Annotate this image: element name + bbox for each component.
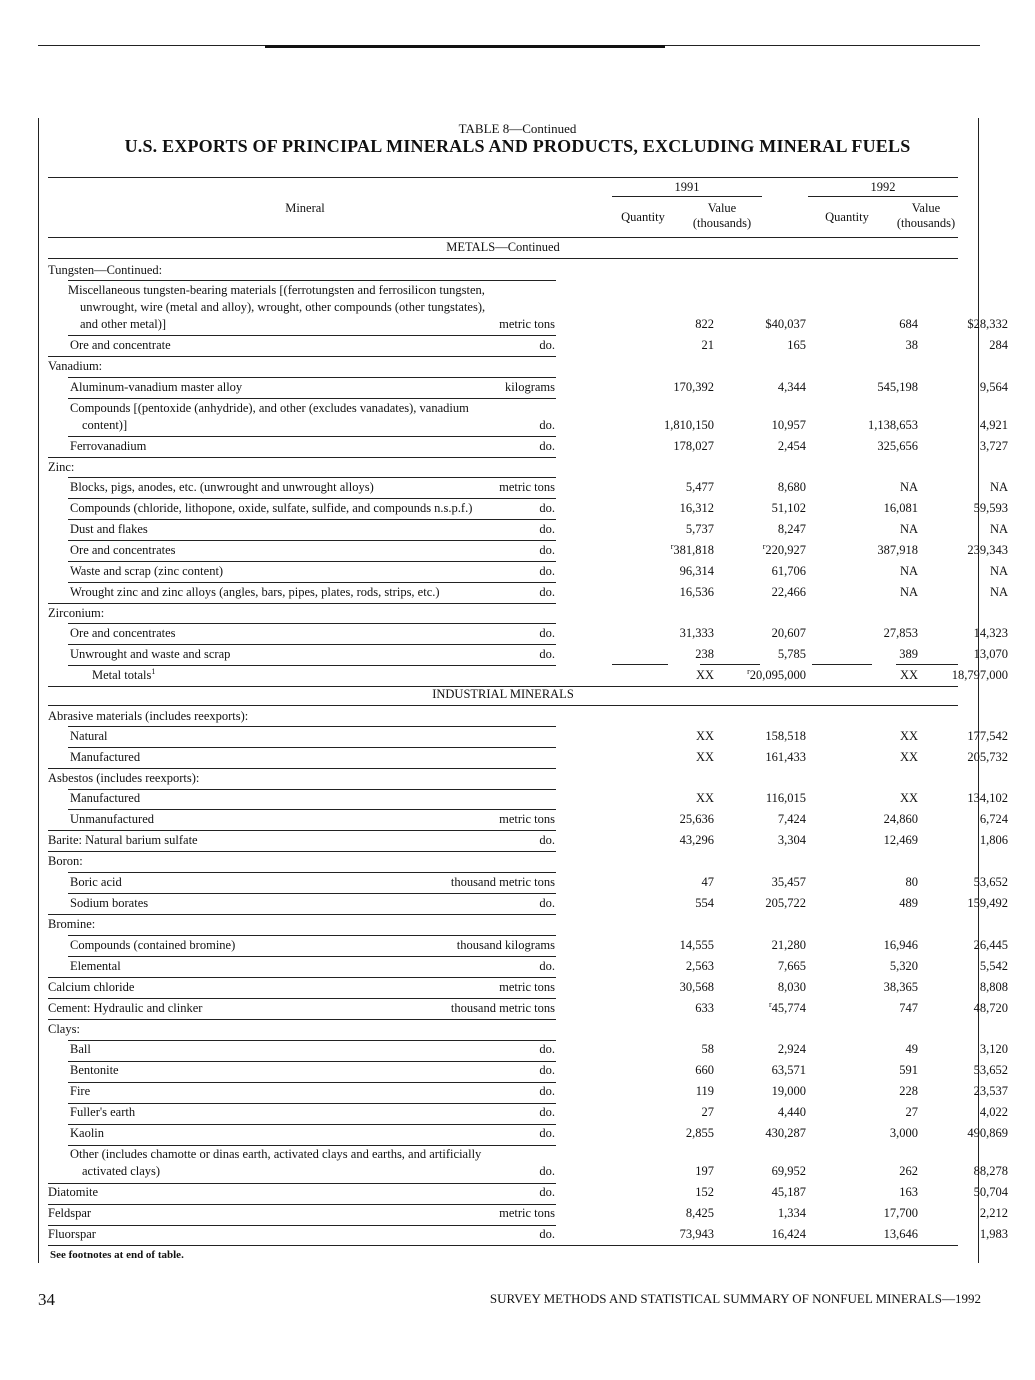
row-rule	[68, 436, 556, 437]
value-header-1991: Value (thousands)	[692, 201, 752, 230]
table-row: Ball do. 58 2,924 49 3,120	[70, 1042, 1008, 1056]
row-rule	[48, 356, 556, 357]
row-rule	[68, 498, 556, 499]
group-rule	[68, 377, 556, 378]
value-header-1992: Value (thousands)	[896, 201, 956, 230]
table-row: Blocks, pigs, anodes, etc. (unwrought and unwrought alloys) metric tons 5,477 8,680 NA NA	[70, 480, 1008, 494]
total-rule	[812, 664, 872, 665]
row-rule	[68, 582, 556, 583]
section-industrial: INDUSTRIAL MINERALS	[432, 687, 574, 701]
group-rule	[68, 280, 556, 281]
year-1991: 1991	[674, 180, 700, 194]
row-rule	[68, 893, 556, 894]
row-rule	[68, 956, 556, 957]
row-rule	[68, 561, 556, 562]
table-row: Waste and scrap (zinc content) do. 96,314 61,706 NA NA	[70, 564, 1008, 578]
table-row: Bentonite do. 660 63,571 591 53,652	[70, 1063, 1008, 1077]
table-row: Wrought zinc and zinc alloys (angles, bars, pipes, plates, rods, strips, etc.) do. 16,536 22,466 NA NA	[70, 585, 1008, 599]
section-rule	[48, 258, 958, 259]
group-heading: Zinc:	[48, 460, 75, 474]
table-row: Fluorspar do. 73,943 16,424 13,646 1,983	[48, 1227, 1008, 1241]
row-rule	[68, 809, 556, 810]
table-row: Kaolin do. 2,855 430,287 3,000 490,869	[70, 1126, 1008, 1140]
group-heading: Tungsten—Continued:	[48, 263, 163, 277]
table-title: U.S. EXPORTS OF PRINCIPAL MINERALS AND PRODUCTS, EXCLUDING MINERAL FUELS	[124, 136, 911, 156]
table-row: Compounds (chloride, lithopone, oxide, sulfate, sulfide, and compounds n.s.p.f.) do. 16,312 51,102 16,081 59,593	[70, 501, 1008, 515]
total-rule	[612, 664, 668, 665]
table-row: Aluminum-vanadium master alloy kilograms 170,392 4,344 545,198 9,564	[70, 380, 1008, 394]
table-row: Ore and concentrates do. 31,333 20,607 27,853 14,323	[70, 626, 1008, 640]
section-rule	[48, 705, 958, 706]
quantity-header-1991: Quantity	[621, 210, 665, 224]
table-row: Cement: Hydraulic and clinker thousand metric tons 633 $^r$45,774 747 48,720	[48, 999, 1008, 1015]
table-row: Diatomite do. 152 45,187 163 50,704	[48, 1185, 1008, 1199]
quantity-header-1992: Quantity	[825, 210, 869, 224]
table-bottom-rule	[48, 1245, 958, 1246]
row-rule	[48, 1019, 556, 1020]
header-top-rule	[48, 177, 958, 178]
row-rule	[68, 540, 556, 541]
group-rule	[68, 726, 556, 727]
row-rule	[48, 830, 556, 831]
table-row: Unwrought and waste and scrap do. 238 5,785 389 13,070	[70, 647, 1008, 661]
table-row: Other (includes chamotte or dinas earth, activated clays and earths, and artificially activated clays) do. 197 69,952 262 88,278	[70, 1147, 1008, 1178]
table-row: Manufactured XX 161,433 XX 205,732	[70, 750, 1008, 764]
group-rule	[68, 872, 556, 873]
row-rule	[68, 747, 556, 748]
group-rule	[68, 477, 556, 478]
running-head: SURVEY METHODS AND STATISTICAL SUMMARY OF NONFUEL MINERALS—1992	[489, 1291, 981, 1306]
row-rule	[68, 519, 556, 520]
table-number: TABLE 8—Continued	[458, 121, 577, 136]
row-rule	[48, 914, 556, 915]
group-heading: Zirconium:	[48, 606, 105, 620]
mineral-header: Mineral	[285, 201, 325, 215]
row-rule	[68, 398, 556, 399]
table-row: Dust and flakes do. 5,737 8,247 NA NA	[70, 522, 1008, 536]
left-border	[38, 118, 39, 1263]
table-row: Miscellaneous tungsten-bearing materials [(ferrotungsten and ferrosilicon tungsten, unwrought, wire (metal and alloy), wrought, other compounds (other tungstates), and other metal)] metric tons 822 $40,037 684 $28,332	[68, 283, 1008, 331]
table-row: Manufactured XX 116,015 XX 134,102	[70, 791, 1008, 805]
table-row: Barite: Natural barium sulfate do. 43,296 3,304 12,469 1,806	[48, 833, 1008, 847]
table-row: Fuller's earth do. 27 4,440 27 4,022	[70, 1105, 1008, 1119]
row-rule	[48, 457, 556, 458]
table-row: Natural XX 158,518 XX 177,542	[70, 729, 1008, 743]
table-row: Sodium borates do. 554 205,722 489 159,492	[70, 896, 1008, 910]
page-number: 34	[38, 1290, 55, 1309]
header-bottom-rule	[48, 237, 958, 238]
group-heading: Asbestos (includes reexports):	[48, 771, 200, 785]
total-rule	[896, 664, 958, 665]
metal-totals-row: Metal totals$^1$ XX $^r$20,095,000 XX 18,797,000	[92, 666, 1008, 682]
table-row: Boric acid thousand metric tons 47 35,457 80 53,652	[70, 875, 1008, 889]
row-rule	[48, 603, 556, 604]
table-row: Unmanufactured metric tons 25,636 7,424 24,860 6,724	[70, 812, 1008, 826]
row-rule	[68, 644, 556, 645]
row-rule	[48, 851, 556, 852]
group-rule	[68, 935, 556, 936]
table-row: Ore and concentrates do. $^r$381,818 $^r$220,927 387,918 239,343	[70, 541, 1008, 557]
row-rule	[48, 977, 556, 978]
year-1992: 1992	[870, 180, 896, 194]
row-rule	[48, 768, 556, 769]
table-row: Compounds [(pentoxide (anhydride), and other (excludes vanadates), vanadium content)] do. 1,810,150 10,957 1,138,653 4,921	[70, 401, 1008, 432]
year1-rule	[612, 196, 762, 197]
table-row: Compounds (contained bromine) thousand kilograms 14,555 21,280 16,946 26,445	[70, 938, 1008, 952]
group-heading: Abrasive materials (includes reexports):	[48, 709, 249, 723]
group-heading: Clays:	[48, 1022, 80, 1036]
row-rule	[48, 998, 556, 999]
group-heading: Boron:	[48, 854, 83, 868]
table-row: Feldspar metric tons 8,425 1,334 17,700 2,212	[48, 1206, 1008, 1220]
table-row: Elemental do. 2,563 7,665 5,320 5,542	[70, 959, 1008, 973]
group-rule	[68, 623, 556, 624]
section-metals: METALS—Continued	[446, 240, 560, 254]
year2-rule	[808, 196, 958, 197]
table-row: Calcium chloride metric tons 30,568 8,030 38,365 8,808	[48, 980, 1008, 994]
top-rule-thick	[265, 45, 665, 48]
footnote: See footnotes at end of table.	[50, 1249, 184, 1261]
table-row: Ferrovanadium do. 178,027 2,454 325,656 3,727	[70, 439, 1008, 453]
group-heading: Vanadium:	[48, 359, 103, 373]
table-row: Ore and concentrate do. 21 165 38 284	[70, 338, 1008, 352]
row-rule	[68, 335, 556, 336]
group-heading: Bromine:	[48, 917, 96, 931]
table-row: Fire do. 119 19,000 228 23,537	[70, 1084, 1008, 1098]
